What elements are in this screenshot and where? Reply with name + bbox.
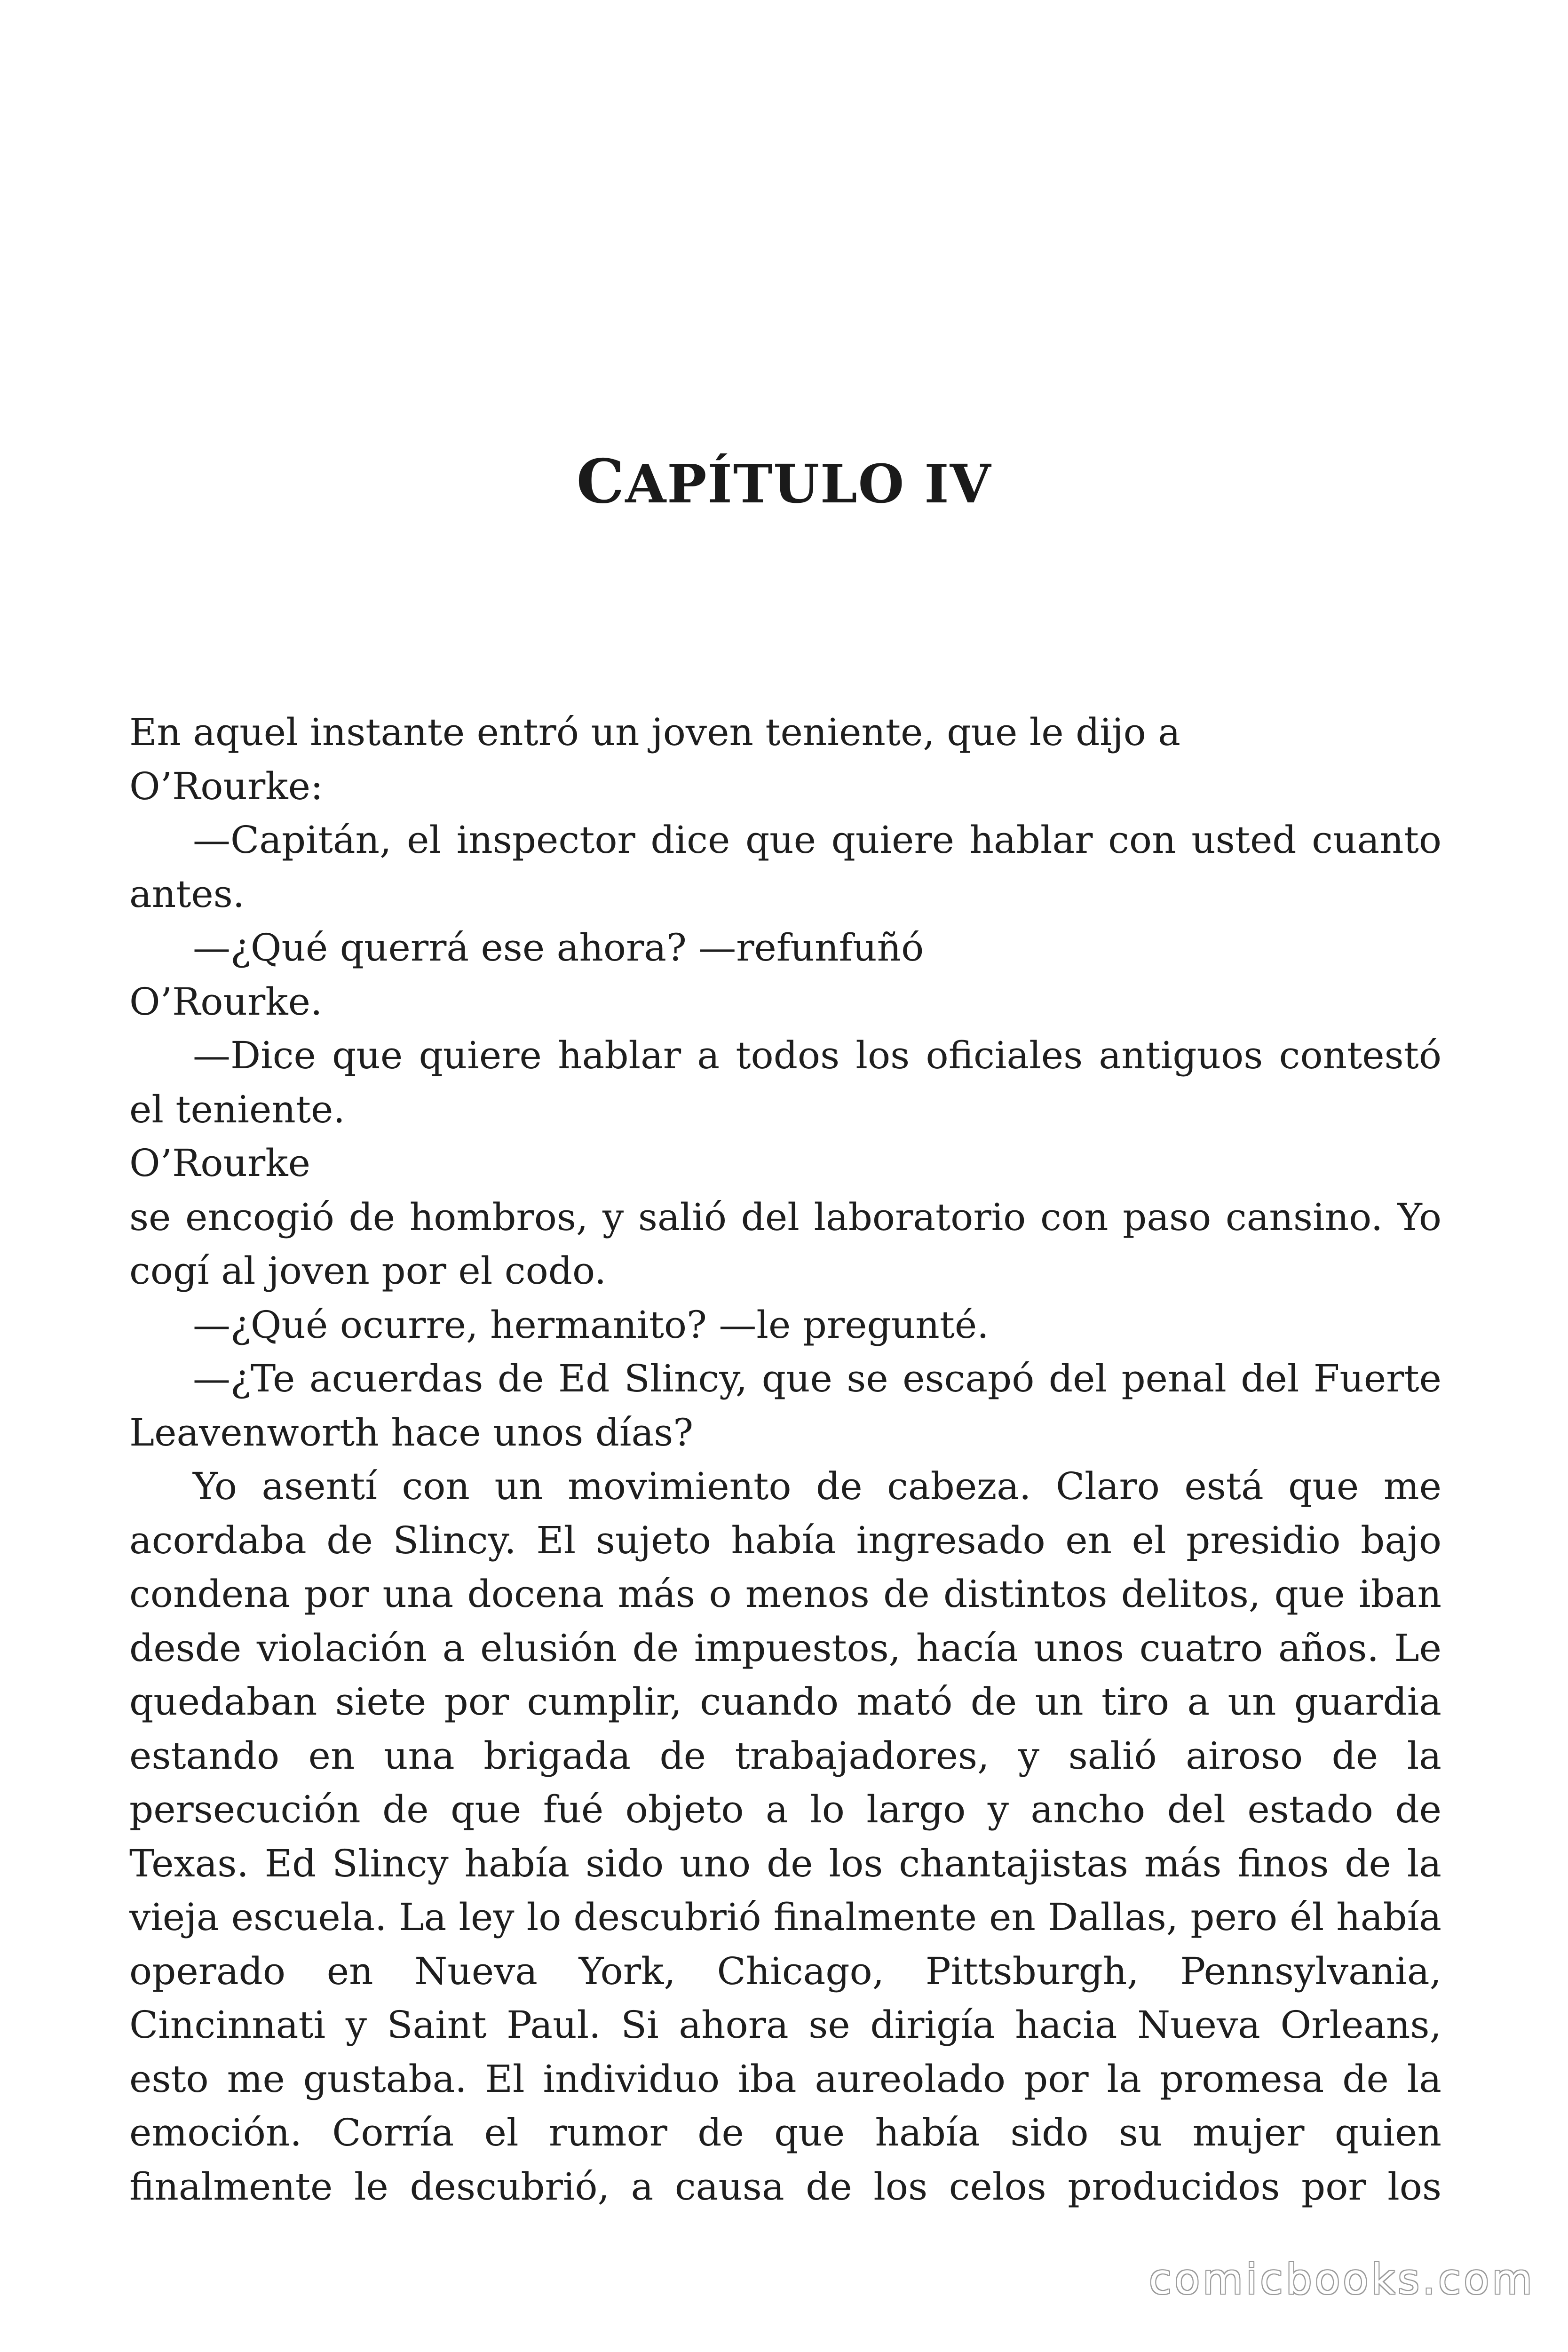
text-line: emoción. Corría el rumor de que había sido su mujer quien bbox=[129, 2111, 1441, 2154]
text-line: quedaban siete por cumplir, cuando mató de un tiro a un guardia bbox=[129, 1680, 1441, 1724]
text-line: cogí al joven por el codo. bbox=[129, 1249, 607, 1293]
text-line: antes. bbox=[129, 872, 245, 916]
text-line: Yo asentí con un movimiento de cabeza. Claro está que me bbox=[193, 1464, 1441, 1508]
body-text bbox=[129, 706, 1441, 2214]
text-line: finalmente le descubrió, a causa de los celos producidos por los bbox=[129, 2164, 1441, 2209]
text-line: —¿Te acuerdas de Ed Slincy, que se escapó del penal del Fuerte bbox=[193, 1357, 1441, 1400]
text-line: esto me gustaba. El individuo iba aureolado por la promesa de la bbox=[129, 2057, 1441, 2101]
text-line: condena por una docena más o menos de distintos delitos, que iban bbox=[129, 1572, 1441, 1616]
text-line: vieja escuela. La ley lo descubrió finalmente en Dallas, pero él había bbox=[129, 1895, 1441, 1939]
text-line: Cincinnati y Saint Paul. Si ahora se dirigía hacia Nueva Orleans, bbox=[129, 2003, 1441, 2047]
chapter-title bbox=[0, 446, 1568, 517]
text-line: —Capitán, el inspector dice que quiere hablar con usted cuanto bbox=[193, 818, 1441, 862]
text-line: persecución de que fué objeto a lo largo y ancho del estado de bbox=[129, 1788, 1441, 1831]
text-line: En aquel instante entró un joven teniente, que le dijo a bbox=[129, 710, 1180, 754]
text-line: Texas. Ed Slincy había sido uno de los chantajistas más finos de la bbox=[129, 1841, 1441, 1885]
text-line: acordaba de Slincy. El sujeto había ingresado en el presidio bajo bbox=[129, 1518, 1441, 1562]
text-line: estando en una brigada de trabajadores, y salió airoso de la bbox=[129, 1733, 1441, 1778]
text-line: O’Rourke bbox=[129, 1141, 310, 1185]
text-line: —Dice que quiere hablar a todos los oficiales antiguos contestó bbox=[193, 1033, 1441, 1077]
text-line: se encogió de hombros, y salió del laboratorio con paso cansino. Yo bbox=[129, 1195, 1441, 1239]
watermark: comicbooks.com bbox=[1148, 2255, 1535, 2304]
text-line: —¿Qué querrá ese ahora? —refunfuñó bbox=[193, 926, 924, 969]
text-line: el teniente. bbox=[129, 1087, 345, 1131]
chapter-title-initial: C bbox=[576, 446, 626, 517]
text-line: operado en Nueva York, Chicago, Pittsburgh, Pennsylvania, bbox=[129, 1949, 1441, 1993]
text-line: desde violación a elusión de impuestos, hacía unos cuatro años. Le bbox=[129, 1626, 1441, 1670]
text-line: —¿Qué ocurre, hermanito? —le pregunté. bbox=[193, 1303, 989, 1347]
text-line: O’Rourke: bbox=[129, 764, 323, 808]
text-line: O’Rourke. bbox=[129, 979, 323, 1024]
chapter-title-rest: APÍTULO IV bbox=[625, 453, 992, 515]
text-line: Leavenworth hace unos días? bbox=[129, 1410, 694, 1454]
